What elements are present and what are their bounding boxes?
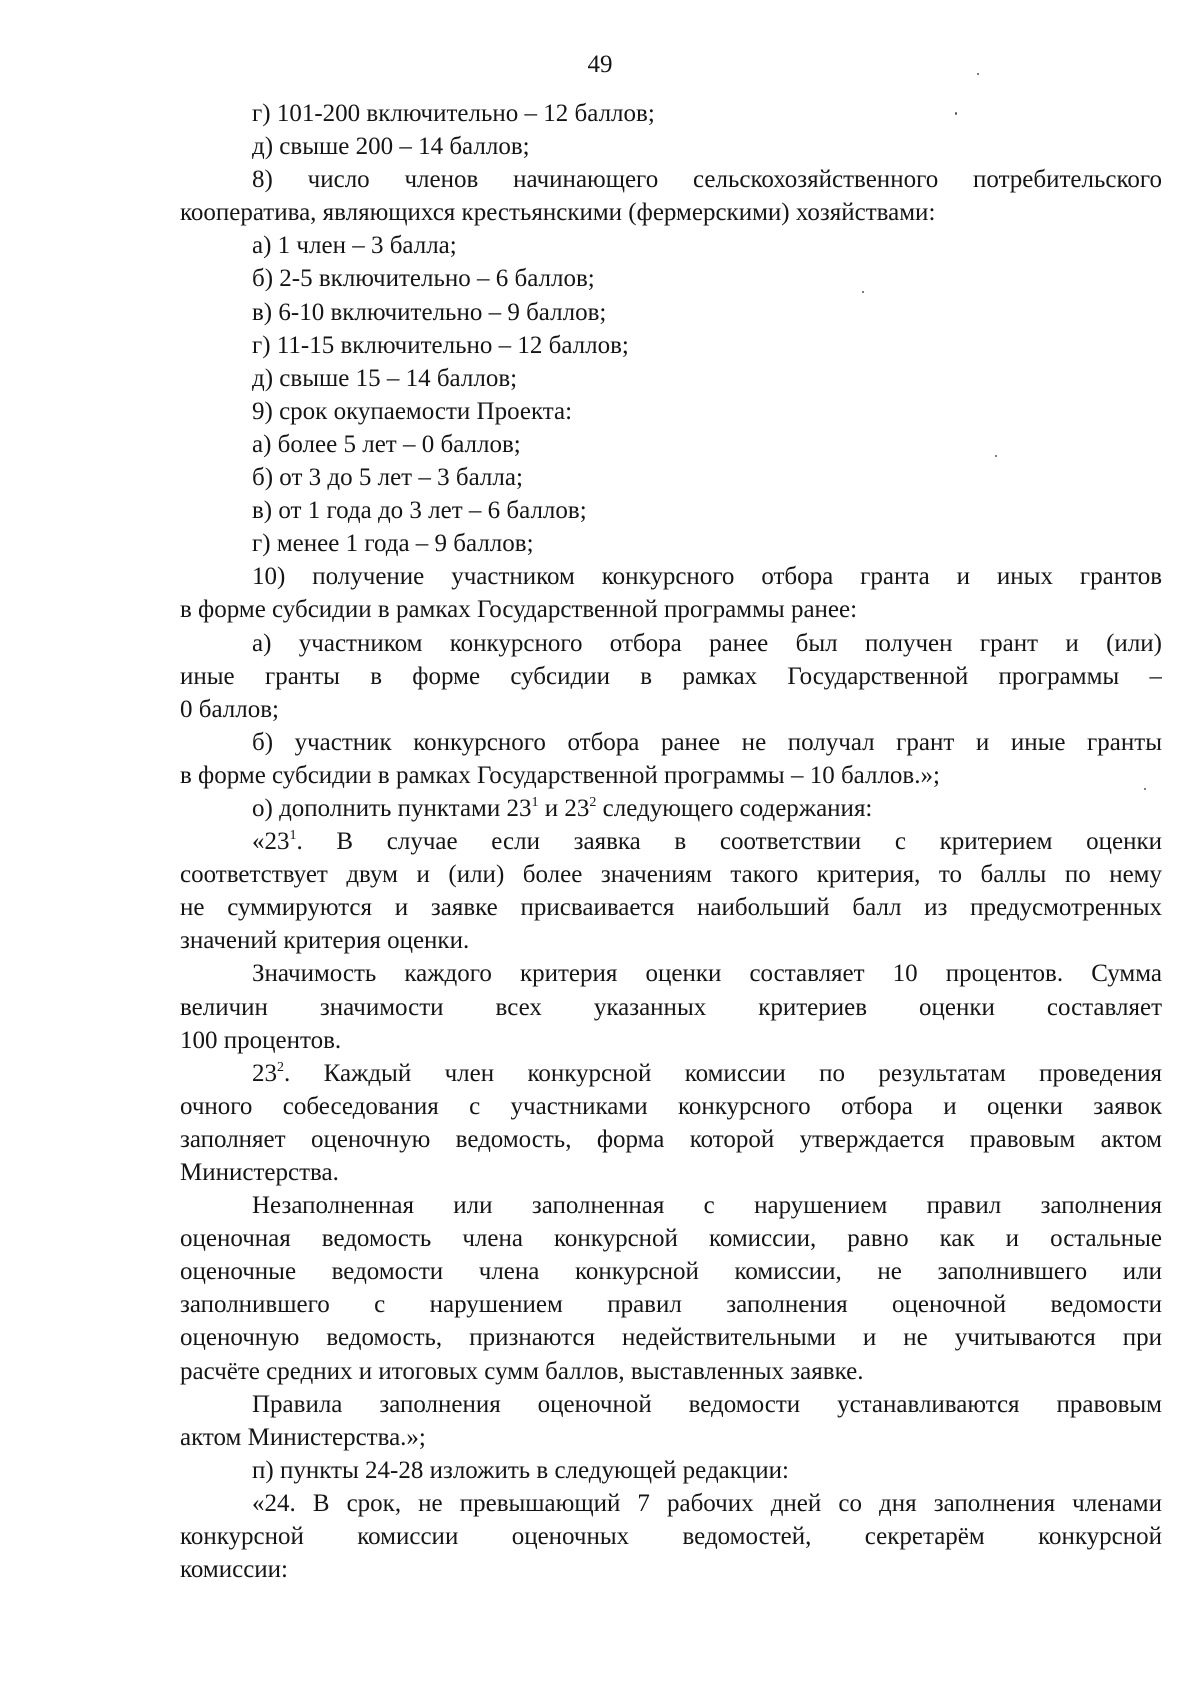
text-line <box>180 362 1162 395</box>
line-text: «24. В срок, не превышающий 7 рабочих дней со дня заполнения членами <box>252 1489 1162 1517</box>
line-text: . В случае если заявка в соответствии с критерием оценки <box>296 828 1162 856</box>
text-line <box>180 1189 1162 1222</box>
line-text: 23 <box>252 1059 277 1087</box>
line-text: заполнившего с нарушением правил заполнения оценочной ведомости <box>180 1291 1162 1319</box>
text-line <box>180 163 1162 196</box>
line-text: заполняет оценочную ведомость, форма которой утверждается правовым актом <box>180 1125 1162 1153</box>
text-line <box>180 1024 1162 1057</box>
superscript: 2 <box>589 794 597 810</box>
text-line <box>180 1454 1162 1487</box>
line-text: не суммируются и заявке присваивается наибольший балл из предусмотренных <box>180 894 1162 922</box>
text-line <box>180 329 1162 362</box>
scan-speck <box>862 291 864 293</box>
line-text: актом Министерства.»; <box>180 1423 426 1451</box>
scan-speck <box>1144 788 1146 790</box>
line-text: . Каждый член конкурсной комиссии по результатам проведения <box>284 1059 1162 1087</box>
line-text: а) 1 член – 3 балла; <box>252 232 457 260</box>
line-text: соответствует двум и (или) более значениям такого критерия, то баллы по нему <box>180 861 1162 889</box>
text-line <box>180 494 1162 527</box>
line-text: 8) число членов начинающего сельскохозяйственного потребительского <box>252 166 1162 194</box>
text-line <box>180 858 1162 891</box>
line-text: величин значимости всех указанных критериев оценки составляет <box>180 993 1162 1021</box>
text-line <box>180 1255 1162 1288</box>
line-text: о) дополнить пунктами 23 <box>252 794 532 822</box>
line-text: б) от 3 до 5 лет – 3 балла; <box>252 464 523 492</box>
text-line <box>180 296 1162 329</box>
text-line <box>180 1321 1162 1354</box>
text-line <box>180 924 1162 957</box>
superscript: 1 <box>531 794 539 810</box>
line-text: кооператива, являющихся крестьянскими (фермерскими) хозяйствами: <box>180 199 936 227</box>
document-text-body <box>180 97 1162 1586</box>
text-line <box>180 627 1162 660</box>
text-line <box>180 991 1162 1024</box>
line-text: г) 101-200 включительно – 12 баллов; <box>252 100 655 127</box>
line-text: б) 2-5 включительно – 6 баллов; <box>252 265 595 293</box>
line-text: следующего содержания: <box>596 794 873 822</box>
scan-speck <box>977 73 979 75</box>
line-text: Правила заполнения оценочной ведомости устанавливаются правовым <box>252 1390 1162 1418</box>
text-line <box>180 196 1162 229</box>
text-line <box>180 560 1162 593</box>
line-text: 0 баллов; <box>180 695 279 723</box>
line-text: в) от 1 года до 3 лет – 6 баллов; <box>252 497 587 525</box>
line-text: 10) получение участником конкурсного отбора гранта и иных грантов <box>252 563 1162 591</box>
line-text: оценочные ведомости члена конкурсной комиссии, не заполнившего или <box>180 1258 1162 1286</box>
text-line <box>180 97 1162 130</box>
text-line <box>180 1123 1162 1156</box>
text-line <box>180 1222 1162 1255</box>
line-text: оценочная ведомость члена конкурсной комиссии, равно как и остальные <box>180 1225 1162 1253</box>
line-text: г) менее 1 года – 9 баллов; <box>252 530 534 558</box>
text-line <box>180 1090 1162 1123</box>
line-text: очного собеседования с участниками конкурсного отбора и оценки заявок <box>180 1092 1162 1120</box>
text-line <box>180 825 1162 858</box>
line-text: в форме субсидии в рамках Государственной программы ранее: <box>180 596 858 624</box>
text-line <box>180 1487 1162 1520</box>
text-line <box>180 1388 1162 1421</box>
line-text: Министерства. <box>180 1159 339 1186</box>
line-text: и 23 <box>538 794 590 822</box>
scan-speck <box>995 455 997 457</box>
text-line <box>180 428 1162 461</box>
text-line <box>180 593 1162 626</box>
text-line <box>180 130 1162 163</box>
text-line <box>180 693 1162 726</box>
line-text: конкурсной комиссии оценочных ведомостей, секретарём конкурсной <box>180 1523 1162 1551</box>
line-text: г) 11-15 включительно – 12 баллов; <box>252 331 629 359</box>
text-line <box>180 957 1162 990</box>
superscript: 2 <box>277 1059 284 1075</box>
text-line <box>180 229 1162 262</box>
line-text: значений критерия оценки. <box>180 927 470 955</box>
text-line <box>180 461 1162 494</box>
line-text: оценочную ведомость, признаются недействительными и не учитываются при <box>180 1324 1162 1352</box>
line-text: иные гранты в форме субсидии в рамках Государственной программы – <box>180 662 1162 690</box>
line-text: в форме субсидии в рамках Государственной программы – 10 баллов.»; <box>180 761 940 789</box>
text-line <box>180 726 1162 759</box>
line-text: «23 <box>252 828 290 856</box>
text-line <box>180 395 1162 428</box>
text-line <box>180 1553 1162 1586</box>
line-text: Значимость каждого критерия оценки составляет 10 процентов. Сумма <box>252 960 1162 988</box>
line-text: Незаполненная или заполненная с нарушением правил заполнения <box>252 1192 1162 1220</box>
text-line <box>180 660 1162 693</box>
text-line <box>180 1520 1162 1553</box>
text-line <box>180 1156 1162 1189</box>
superscript: 1 <box>289 828 297 844</box>
line-text: д) свыше 15 – 14 баллов; <box>252 364 518 392</box>
text-line <box>180 1355 1162 1388</box>
text-line <box>180 792 1162 825</box>
text-line <box>180 891 1162 924</box>
text-line <box>180 1421 1162 1454</box>
line-text: а) более 5 лет – 0 баллов; <box>252 430 521 458</box>
text-line <box>180 262 1162 295</box>
page-number: 49 <box>587 51 613 78</box>
text-line <box>180 1288 1162 1321</box>
line-text: расчёте средних и итоговых сумм баллов, выставленных заявке. <box>180 1357 864 1385</box>
text-line <box>180 1057 1162 1090</box>
line-text: комиссии: <box>180 1556 288 1584</box>
line-text: п) пункты 24-28 изложить в следующей редакции: <box>252 1456 789 1484</box>
line-text: 100 процентов. <box>180 1026 342 1054</box>
line-text: в) 6-10 включительно – 9 баллов; <box>252 298 607 326</box>
line-text: б) участник конкурсного отбора ранее не получал грант и иные гранты <box>252 728 1162 756</box>
scan-speck <box>955 112 957 115</box>
line-text: а) участником конкурсного отбора ранее был получен грант и (или) <box>252 629 1162 657</box>
text-line <box>180 759 1162 792</box>
line-text: д) свыше 200 – 14 баллов; <box>252 133 530 161</box>
line-text: 9) срок окупаемости Проекта: <box>252 397 573 425</box>
text-line <box>180 527 1162 560</box>
